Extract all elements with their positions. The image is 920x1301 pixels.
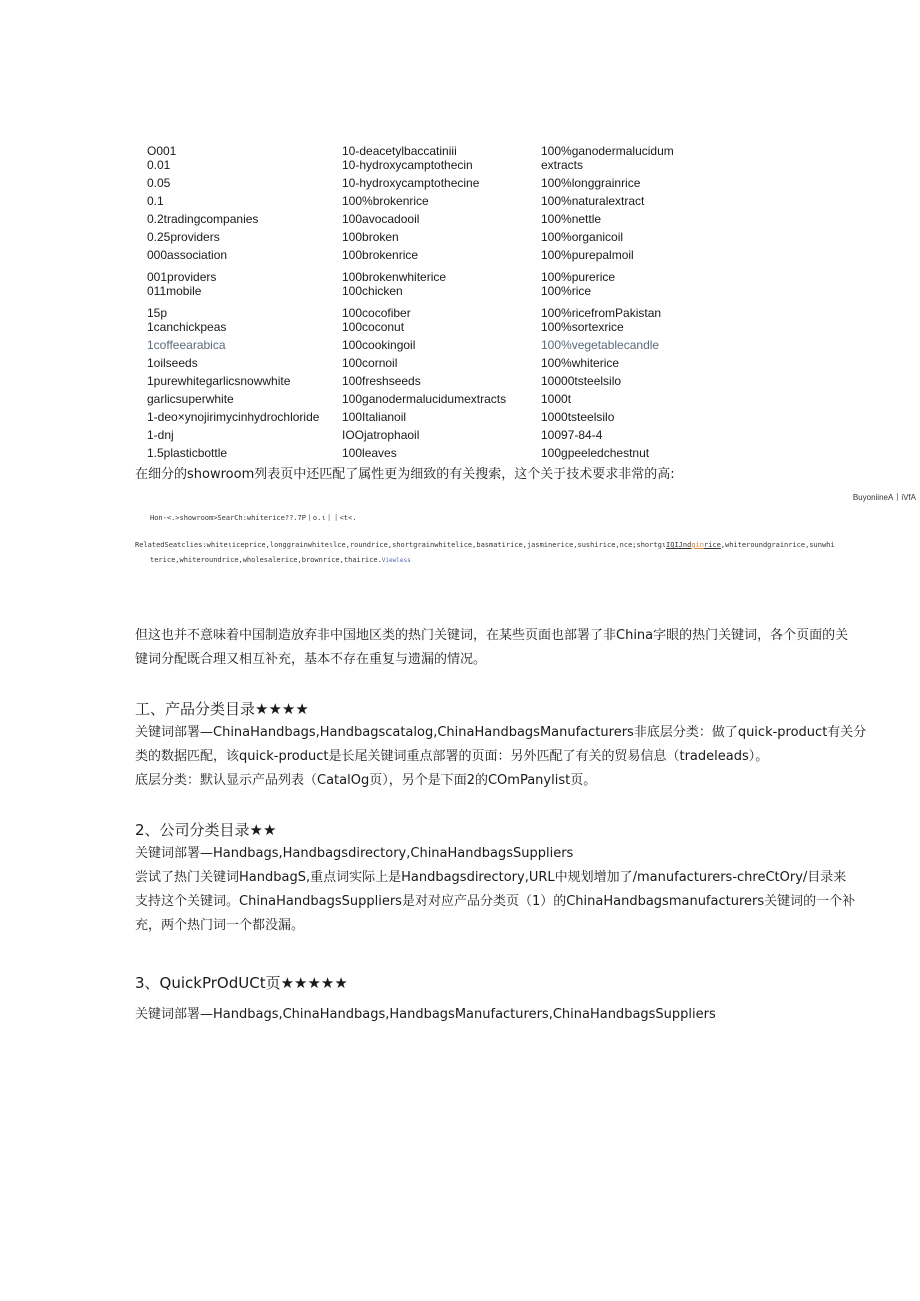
section-1-line-3: 底层分类：默认显示产品列表（CatalOg页），另个是下面2的COmPanylist页。	[135, 773, 597, 788]
keyword-cell: 100%rice	[541, 284, 592, 298]
section-2-line-3: 支持这个关键词。ChinaHandbagsSuppliers是对对应产品分类页（1）的ChinaHandbagsmanufacturers关键词的一个补	[135, 894, 856, 909]
keyword-cell: 100freshseeds	[342, 374, 421, 388]
keyword-row	[147, 230, 707, 244]
section-1-heading: 工、产品分类目录★★★★	[135, 700, 309, 718]
keyword-cell: 0.2tradingcompanies	[147, 212, 259, 226]
related-prefix: RelatedSeatclies:whiteιiceprice,longgrainwhiteιlce,roundrice,shortgrainwhitelice,basmatirice,jasminerice,sushirice,nce;shortgι	[135, 541, 667, 549]
keyword-row	[147, 176, 707, 190]
section-1-body	[135, 721, 915, 793]
keyword-cell: 1000tsteelsilo	[541, 410, 615, 424]
keyword-row	[147, 392, 707, 406]
keyword-cell: 0.25providers	[147, 230, 220, 244]
keyword-cell: 000association	[147, 248, 228, 262]
keyword-cell: garlicsuperwhite	[147, 392, 234, 406]
keyword-row	[147, 374, 707, 388]
section-1-line-2: 类的数据匹配，该quick-product是长尾关键词重点部署的页面：另外匹配了有关的贸易信息（tradeleads）。	[135, 749, 769, 764]
keyword-cell: 100brokenwhiterice	[342, 270, 447, 284]
keyword-cell: 100%whiterice	[541, 356, 620, 370]
keyword-row	[147, 356, 707, 370]
snippet-related-searches	[135, 538, 917, 552]
keyword-row	[147, 410, 707, 424]
keyword-cell: 1coffeearabica	[147, 338, 226, 352]
section-2-line-1: 关键词部署—Handbags,Handbagsdirectory,ChinaHandbagsSuppliers	[135, 846, 574, 861]
keyword-cell: 15p	[147, 306, 168, 320]
keyword-row	[147, 248, 707, 262]
keyword-cell: 100leaves	[342, 446, 397, 460]
keyword-cell: 100brokenrice	[342, 248, 419, 262]
keyword-cell: 1-dnj	[147, 428, 174, 442]
keyword-cell: 10097-84-4	[541, 428, 603, 442]
section-3-heading: 3、QuickPrOdUCt页★★★★★	[135, 974, 348, 992]
intro-text: 在细分的showroom列表页中还匹配了属性更为细致的有关搜索，这个关于技术要求非常的高:	[135, 467, 675, 482]
section-3-line-1: 关键词部署—Handbags,ChinaHandbags,HandbagsManufacturers,ChinaHandbagsSuppliers	[135, 1007, 716, 1022]
keyword-cell: 100%purerice	[541, 270, 616, 284]
keyword-cell: 0.05	[147, 176, 171, 190]
keyword-cell: 100chicken	[342, 284, 403, 298]
keyword-cell: O001	[147, 144, 177, 158]
related-link[interactable]: IQIJnd	[666, 541, 692, 549]
keyword-cell: IOOjatrophaoil	[342, 428, 420, 442]
related-suffix: ,whiteroundgrainrice,sunwhi	[720, 541, 835, 549]
keyword-row	[147, 158, 707, 172]
paragraph-1-line-1: 但这也并不意味着中国制造放弃非中国地区类的热门关键词，在某些页面也部署了非China字眼的热门关键词，各个页面的关	[135, 628, 849, 643]
related-link-rice[interactable]: rice	[703, 541, 721, 549]
keyword-cell: 100Italianoil	[342, 410, 407, 424]
snippet-breadcrumb: Hon-<.>showroom>SearCh:whiterice??.7P丨o.ι丨丨<t<.	[150, 514, 357, 522]
keyword-row	[147, 194, 707, 208]
keyword-cell: 0.1	[147, 194, 164, 208]
keyword-row	[147, 212, 707, 226]
keyword-cell: 100cornoil	[342, 356, 398, 370]
keyword-cell: 1canchickpeas	[147, 320, 227, 334]
keyword-cell: 100%organicoil	[541, 230, 624, 244]
keyword-cell: 1purewhitegarlicsnowwhite	[147, 374, 291, 388]
section-2-line-4: 充，两个热门词一个都没漏。	[135, 918, 305, 933]
keyword-cell: 100coconut	[342, 320, 405, 334]
keyword-cell: 100%sortexrice	[541, 320, 624, 334]
related-line2-text: terice,whiteroundrice,wholesalerice,brownrice,thairice.	[150, 556, 382, 564]
section-1-line-1: 关键词部署—ChinaHandbags,Handbagscatalog,ChinaHandbagsManufacturers非底层分类：做了quick-product有关分	[135, 725, 867, 740]
keyword-cell: 1.5plasticbottle	[147, 446, 228, 460]
keyword-cell: 100%longgrainrice	[541, 176, 641, 190]
paragraph-1-line-2: 键词分配既合理又相互补充，基本不存在重复与遗漏的情况。	[135, 652, 487, 667]
section-2-body	[135, 842, 915, 938]
snippet-top-right: BuyoniineA丨iVfA	[852, 493, 916, 502]
snippet-related-line2	[150, 553, 411, 568]
keyword-cell: 1000t	[541, 392, 572, 406]
keyword-cell: 100%nettle	[541, 212, 602, 226]
paragraph-1	[135, 624, 915, 672]
keyword-cell: 0.01	[147, 158, 171, 172]
keyword-cell: 100%naturalextract	[541, 194, 645, 208]
keyword-row	[147, 306, 707, 320]
keyword-cell: 100broken	[342, 230, 399, 244]
keyword-cell: 100%vegetablecandle	[541, 338, 660, 352]
section-2-heading: 2、公司分类目录★★	[135, 821, 277, 839]
keyword-cell: 100%ricefromPakistan	[541, 306, 662, 320]
keyword-cell: 100gpeeledchestnut	[541, 446, 650, 460]
keyword-row	[147, 338, 707, 352]
keyword-row	[147, 428, 707, 442]
keyword-row	[147, 446, 707, 460]
keyword-cell: 10-hydroxycamptothecin	[342, 158, 473, 172]
keyword-cell: 100avocadooil	[342, 212, 420, 226]
keyword-cell: 10-deacetylbaccatiniii	[342, 144, 457, 158]
view-less-link[interactable]: Viewless	[381, 557, 411, 564]
keyword-cell: 10000tsteelsilo	[541, 374, 622, 388]
keyword-cell: 1-deo×ynojirimycinhydrochloride	[147, 410, 320, 424]
section-2-line-2: 尝试了热门关键词HandbagS,重点词实际上是Handbagsdirectory,URL中规划增加了/manufacturers-chreCtOry/目录来	[135, 870, 847, 885]
related-link-highlight[interactable]: gin	[691, 541, 704, 549]
keyword-cell: 100%ganodermalucidum	[541, 144, 674, 158]
keyword-row	[147, 144, 707, 158]
keyword-cell: 10-hydroxycamptothecine	[342, 176, 480, 190]
keyword-cell: 100%purepalmoil	[541, 248, 634, 262]
keyword-cell: 100cookingoil	[342, 338, 416, 352]
keyword-cell: 100ganodermalucidumextracts	[342, 392, 507, 406]
keyword-cell: 011mobile	[147, 284, 202, 298]
keyword-cell: 1oilseeds	[147, 356, 198, 370]
keyword-cell: 100%brokenrice	[342, 194, 429, 208]
keyword-row	[147, 270, 707, 284]
keyword-cell: 100cocofiber	[342, 306, 411, 320]
keyword-cell: 001providers	[147, 270, 217, 284]
keyword-cell: extracts	[541, 158, 584, 172]
keyword-row	[147, 320, 707, 334]
keyword-row	[147, 284, 707, 298]
